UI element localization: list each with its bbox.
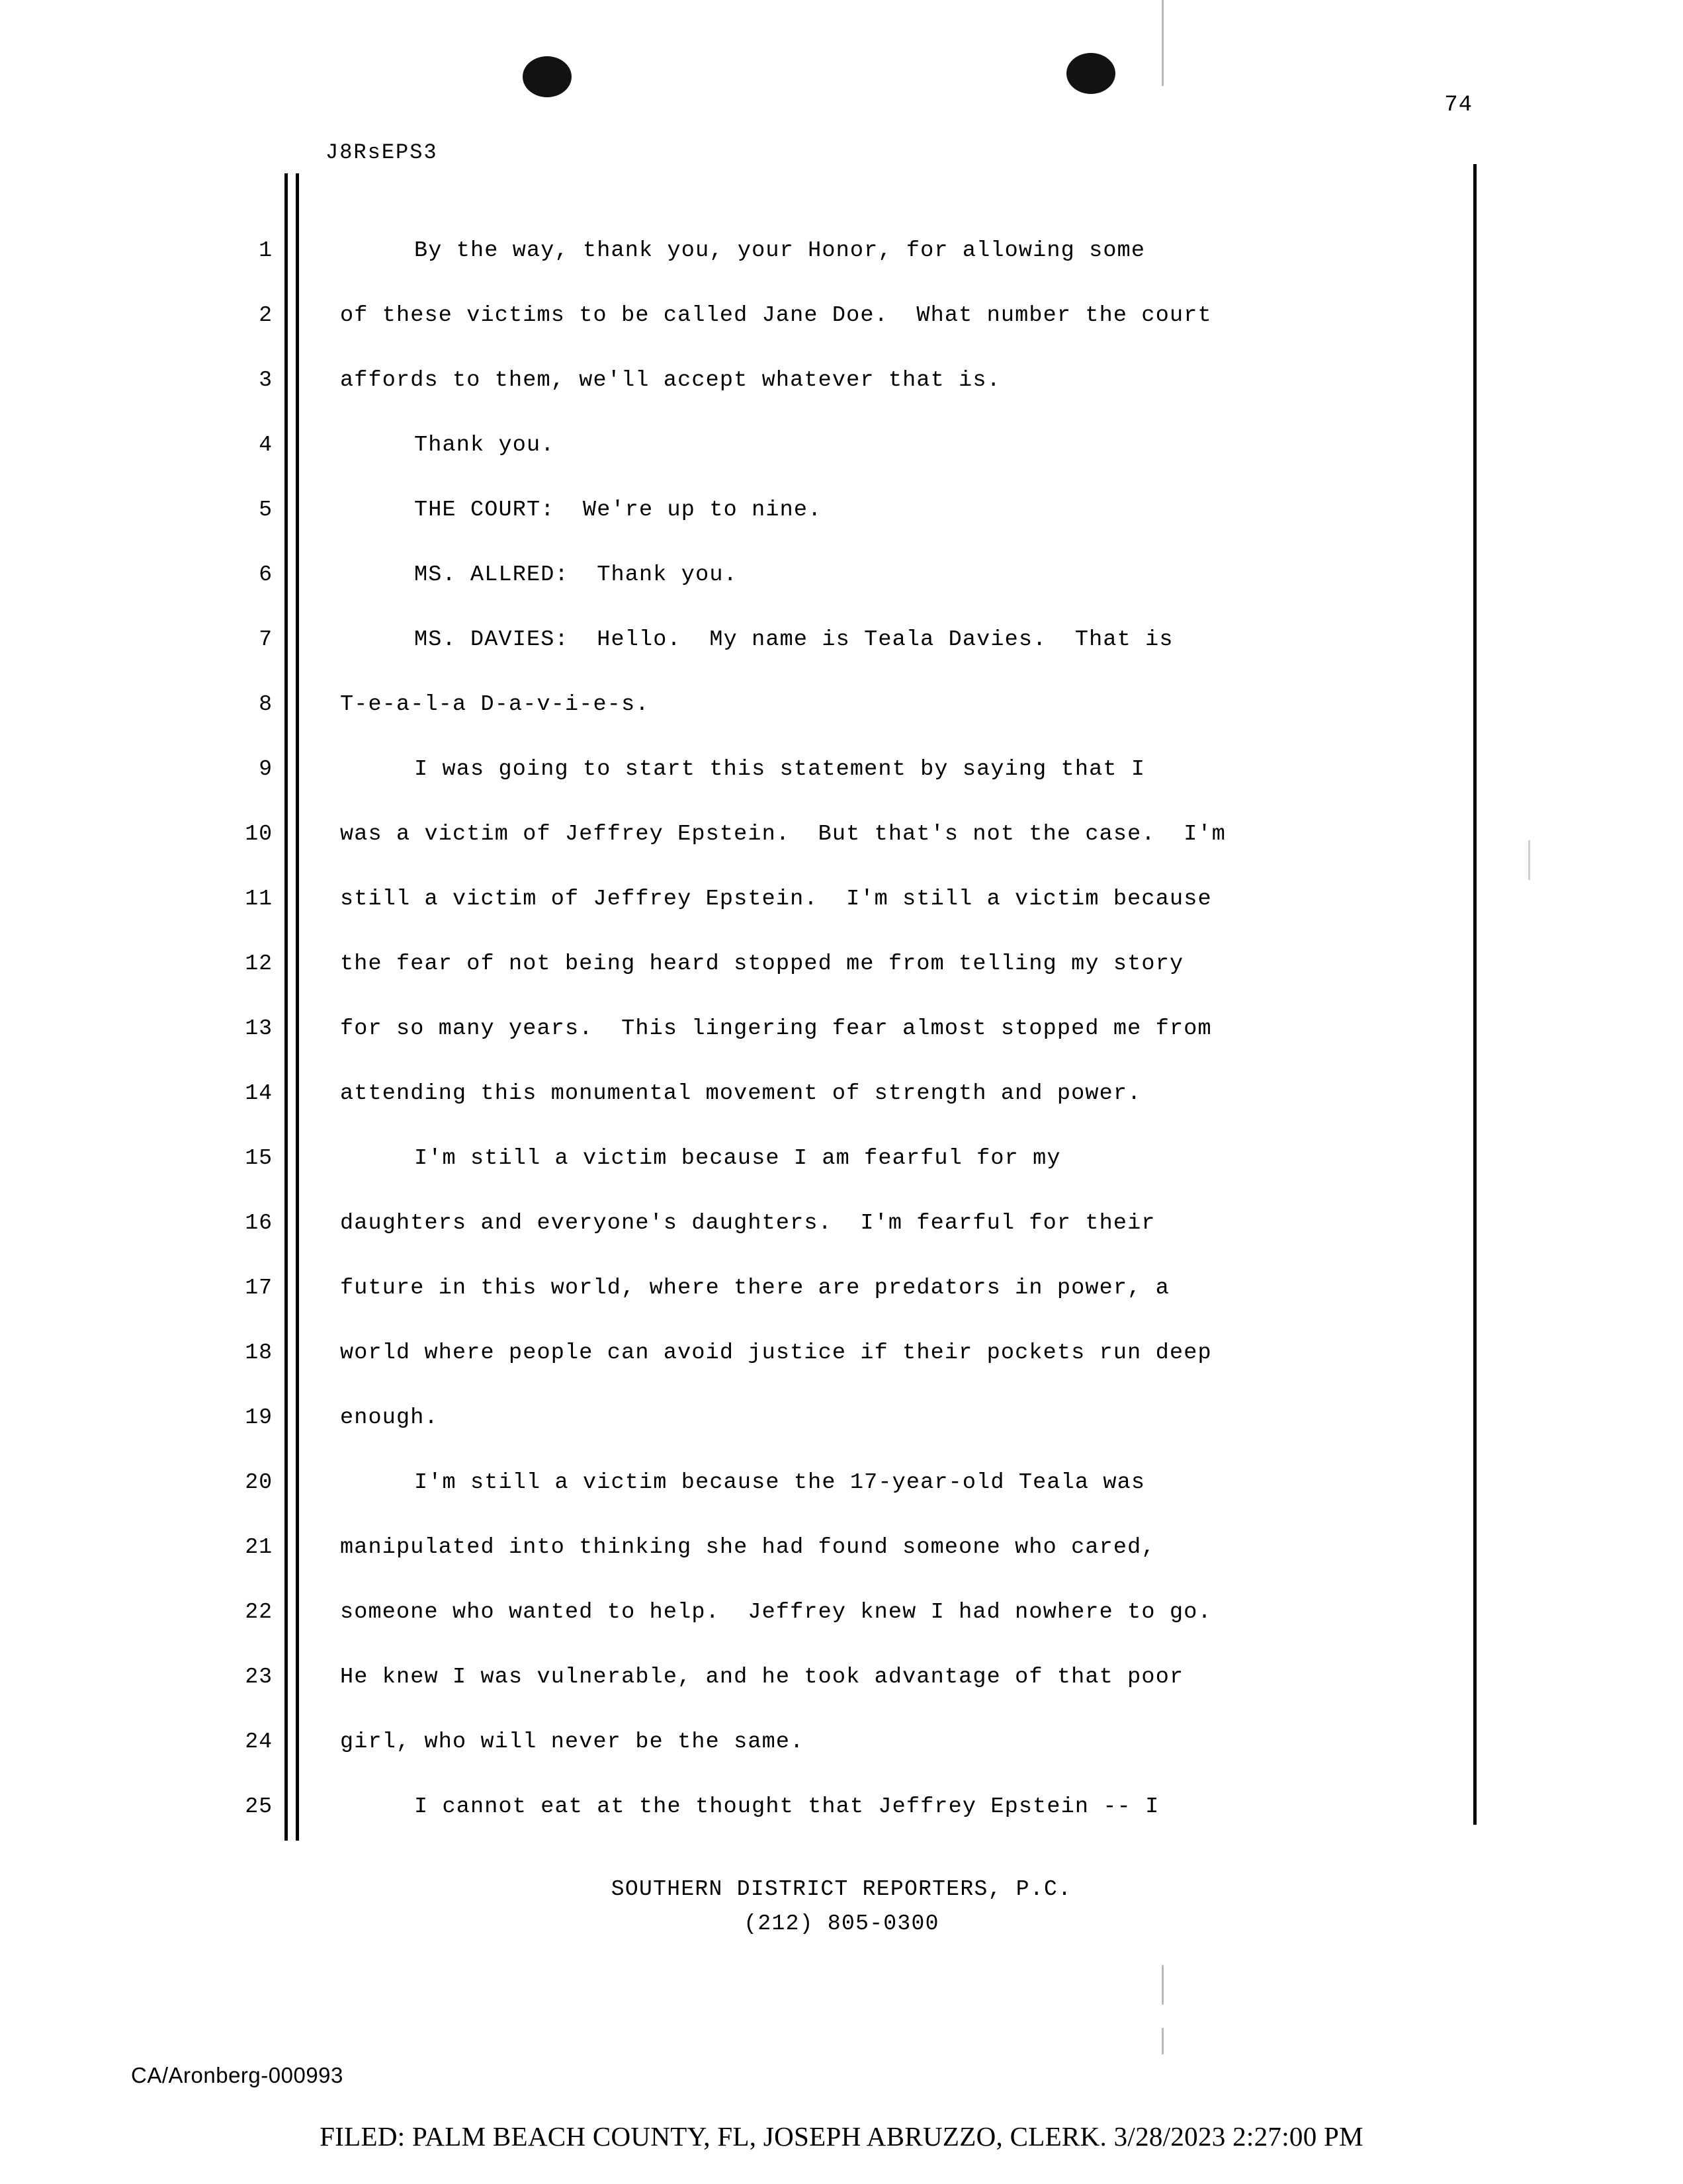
hole-punch-icon (1066, 53, 1115, 94)
line-number: 1 (259, 238, 273, 263)
hole-punch-icon (523, 56, 572, 97)
line-text: I'm still a victim because I am fearful for my (414, 1146, 1061, 1171)
line-number: 7 (259, 627, 273, 652)
line-text: world where people can avoid justice if their pockets run deep (340, 1340, 1212, 1366)
transcript-line (198, 996, 1469, 1061)
line-number: 21 (245, 1535, 273, 1559)
line-number: 23 (245, 1665, 273, 1689)
reporter-footer (0, 1872, 1683, 1941)
line-text: the fear of not being heard stopped me from telling my story (340, 951, 1184, 977)
line-number: 3 (259, 368, 273, 392)
transcript-line (198, 1321, 1469, 1385)
transcript-line (198, 1450, 1469, 1515)
line-text: of these victims to be called Jane Doe. What number the court (340, 303, 1212, 328)
transcript-line (198, 543, 1469, 607)
line-text: THE COURT: We're up to nine. (414, 498, 822, 523)
transcript-line (198, 607, 1469, 672)
transcript-id: J8RsEPS3 (325, 140, 438, 165)
transcript-line (198, 1256, 1469, 1321)
line-text: enough. (340, 1405, 439, 1430)
transcript-line (198, 1515, 1469, 1580)
line-text: attending this monumental movement of strength and power. (340, 1081, 1142, 1106)
line-text: Thank you. (414, 433, 555, 458)
line-text: still a victim of Jeffrey Epstein. I'm still a victim because (340, 887, 1212, 912)
margin-rule-right (1473, 164, 1477, 1825)
transcript-line (198, 672, 1469, 737)
line-number: 17 (245, 1276, 273, 1300)
line-number: 24 (245, 1729, 273, 1754)
transcript-line (198, 1061, 1469, 1126)
line-number: 6 (259, 562, 273, 587)
line-number: 13 (245, 1016, 273, 1041)
line-number: 4 (259, 433, 273, 457)
line-number: 8 (259, 692, 273, 717)
line-text: By the way, thank you, your Honor, for allowing some (414, 238, 1146, 263)
line-text: someone who wanted to help. Jeffrey knew I had nowhere to go. (340, 1600, 1212, 1625)
line-number: 9 (259, 757, 273, 781)
transcript-line (198, 478, 1469, 543)
line-text: future in this world, where there are predators in power, a (340, 1276, 1170, 1301)
transcript-line (198, 1191, 1469, 1256)
line-text: for so many years. This lingering fear almost stopped me from (340, 1016, 1212, 1041)
transcript-line (198, 413, 1469, 478)
transcript-line (198, 1710, 1469, 1774)
line-text: MS. ALLRED: Thank you. (414, 562, 738, 588)
line-text: MS. DAVIES: Hello. My name is Teala Davies. That is (414, 627, 1174, 652)
transcript-line (198, 283, 1469, 348)
transcript-line (198, 1580, 1469, 1645)
line-number: 25 (245, 1794, 273, 1819)
line-number: 18 (245, 1340, 273, 1365)
scan-artifact (1162, 1965, 1164, 2005)
transcript-line (198, 1126, 1469, 1191)
page-number: 74 (1444, 93, 1473, 118)
bates-number: CA/Aronberg-000993 (131, 2063, 343, 2087)
line-number: 12 (245, 951, 273, 976)
filed-stamp: FILED: PALM BEACH COUNTY, FL, JOSEPH ABRUZZO, CLERK. 3/28/2023 2:27:00 PM (320, 2121, 1363, 2152)
line-text: girl, who will never be the same. (340, 1729, 804, 1755)
line-text: I cannot eat at the thought that Jeffrey Epstein -- I (414, 1794, 1160, 1819)
line-text: daughters and everyone's daughters. I'm fearful for their (340, 1211, 1156, 1236)
transcript-line (198, 932, 1469, 996)
line-number: 11 (245, 887, 273, 911)
line-number: 2 (259, 303, 273, 328)
transcript-line (198, 218, 1469, 283)
line-number: 22 (245, 1600, 273, 1624)
transcript-line (198, 1385, 1469, 1450)
reporter-name: SOUTHERN DISTRICT REPORTERS, P.C. (611, 1877, 1072, 1901)
line-number: 5 (259, 498, 273, 522)
transcript-body (198, 218, 1469, 1839)
line-number: 15 (245, 1146, 273, 1170)
line-text: T-e-a-l-a D-a-v-i-e-s. (340, 692, 650, 717)
line-text: affords to them, we'll accept whatever that is. (340, 368, 1001, 393)
transcript-line (198, 348, 1469, 413)
line-number: 20 (245, 1470, 273, 1495)
line-text: I was going to start this statement by saying that I (414, 757, 1146, 782)
line-text: I'm still a victim because the 17-year-old Teala was (414, 1470, 1146, 1495)
transcript-line (198, 1645, 1469, 1710)
scan-artifact (1528, 840, 1530, 880)
transcript-line (198, 802, 1469, 867)
transcript-line (198, 737, 1469, 802)
transcript-line (198, 1774, 1469, 1839)
line-number: 19 (245, 1405, 273, 1430)
reporter-phone: (212) 805-0300 (744, 1911, 939, 1936)
scan-artifact (1162, 0, 1164, 86)
line-text: was a victim of Jeffrey Epstein. But that's not the case. I'm (340, 822, 1226, 847)
line-number: 14 (245, 1081, 273, 1106)
line-number: 10 (245, 822, 273, 846)
line-text: He knew I was vulnerable, and he took advantage of that poor (340, 1665, 1184, 1690)
line-text: manipulated into thinking she had found someone who cared, (340, 1535, 1156, 1560)
transcript-line (198, 867, 1469, 932)
scan-artifact (1162, 2028, 1164, 2054)
line-number: 16 (245, 1211, 273, 1235)
